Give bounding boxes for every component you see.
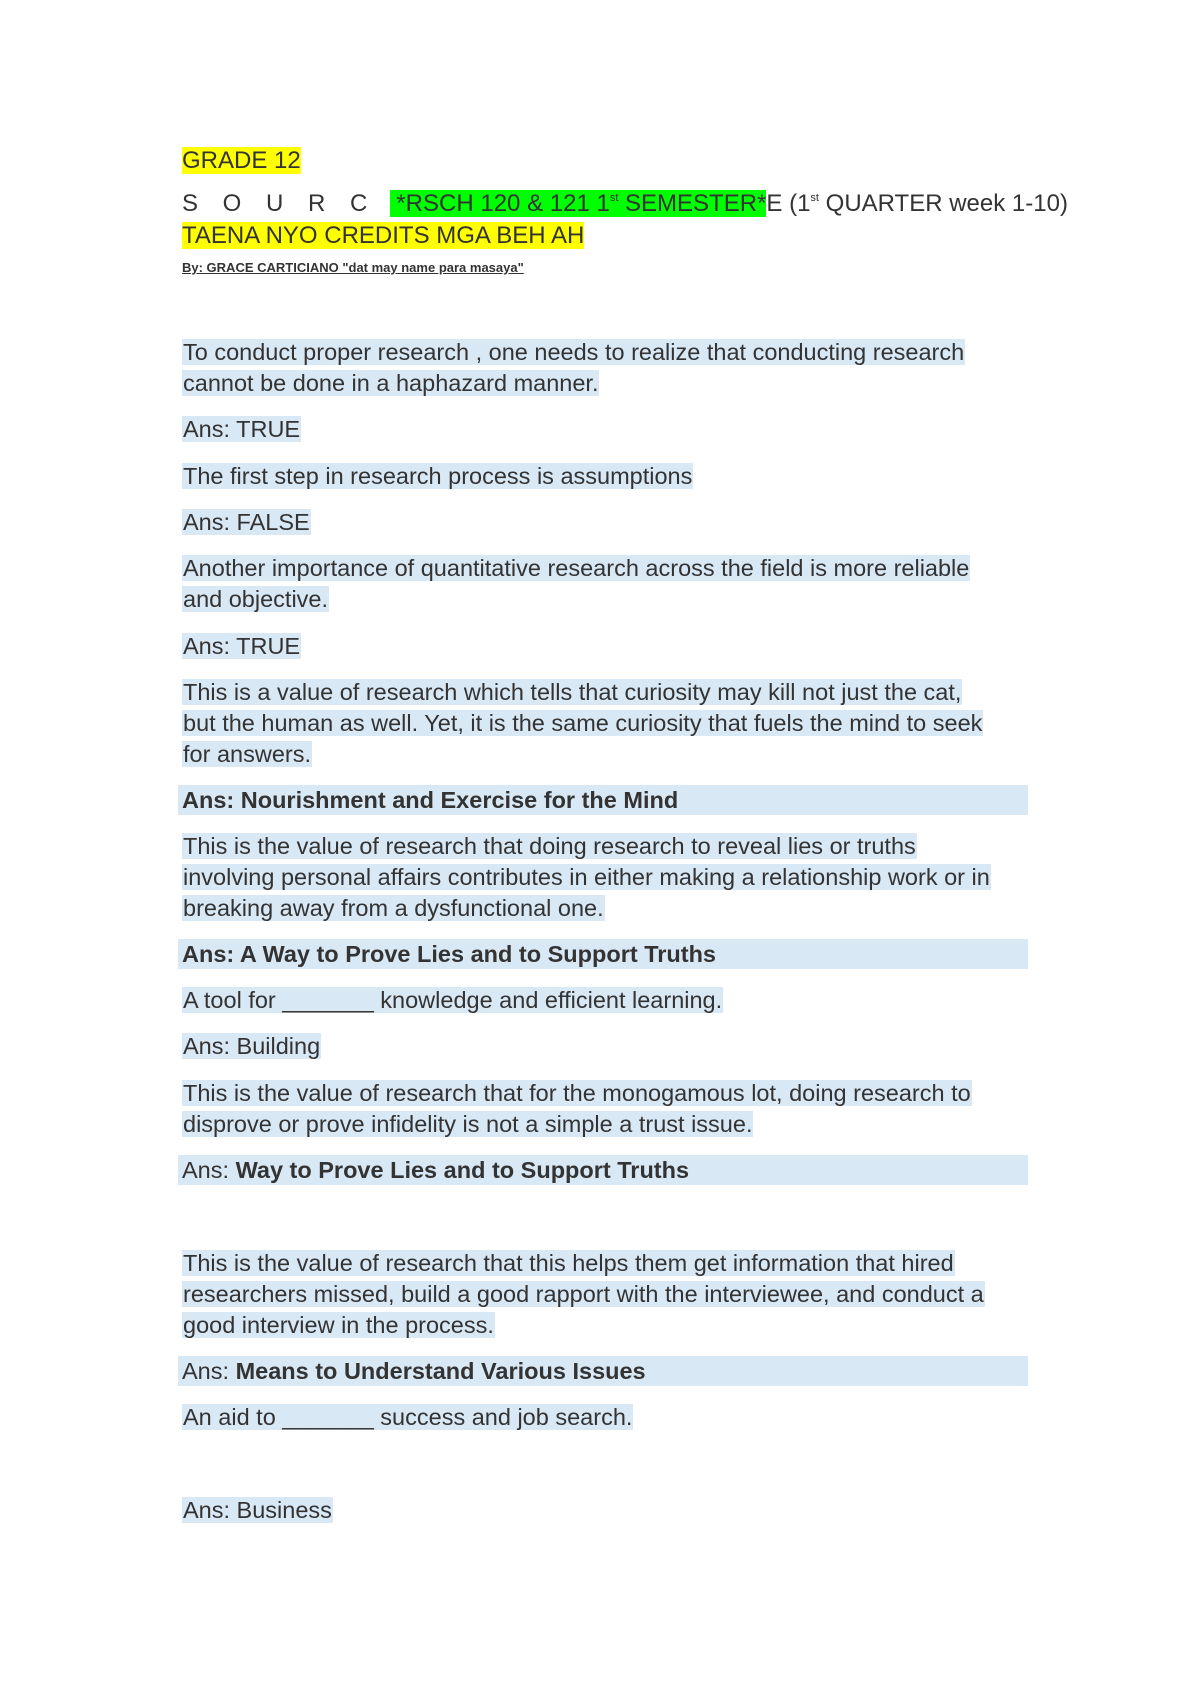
question-1 [182,337,965,399]
answer-7-prefix: Ans: [182,1157,236,1183]
answer-1 [182,414,301,445]
question-3-line-2: and objective. [183,586,329,612]
answer-8-prefix: Ans: [182,1358,236,1384]
question-1-line-1: To conduct proper research , one needs to realize that conducting research [183,339,965,365]
question-4-line-1: This is a value of research which tells that curiosity may kill not just the cat, [183,679,962,705]
answer-5 [178,939,1028,969]
answer-7-text: Way to Prove Lies and to Support Truths [235,1157,690,1183]
semester-highlight [390,190,766,217]
quarter-tail: QUARTER week 1-10) [818,190,1068,217]
question-1-line-2: cannot be done in a haphazard manner. [183,370,599,396]
semester-tail: SEMESTER* [618,190,767,217]
question-6-text: A tool for _______ knowledge and efficient learning. [183,987,723,1013]
answer-6-text: Ans: Building [183,1033,321,1059]
question-3-line-1: Another importance of quantitative research across the field is more reliable [183,555,970,581]
question-7-line-1: This is the value of research that for the monogamous lot, doing research to [183,1080,971,1106]
question-9-text: An aid to _______ success and job search. [183,1404,633,1430]
question-8-line-1: This is the value of research that this helps them get information that hired [183,1250,954,1276]
grade-heading [182,147,301,175]
credits-text: TAENA NYO CREDITS MGA BEH AH [182,222,585,249]
question-6 [182,985,723,1016]
source-title [182,190,1068,218]
answer-3-text: Ans: TRUE [183,633,301,659]
answer-3 [182,631,301,662]
byline: By: GRACE CARTICIANO "dat may name para masaya" [182,260,524,275]
question-4 [182,677,983,770]
question-8 [182,1248,985,1341]
quarter-sup: st [810,192,819,204]
answer-2-text: Ans: FALSE [183,509,310,535]
question-7-line-2: disprove or prove infidelity is not a simple a trust issue. [183,1111,753,1137]
credits-line [182,222,584,250]
question-3 [182,553,970,615]
answer-9 [182,1495,333,1526]
answer-1-text: Ans: TRUE [183,416,301,442]
question-5-line-1: This is the value of research that doing research to reveal lies or truths [183,833,916,859]
answer-4 [178,785,1028,815]
question-4-line-3: for answers. [183,741,311,767]
question-8-line-2: researchers missed, build a good rapport with the interviewee, and conduct a [183,1281,984,1307]
question-5-line-2: involving personal affairs contributes in either making a relationship work or in [183,864,990,890]
answer-8 [178,1356,1028,1386]
question-5-line-3: breaking away from a dysfunctional one. [183,895,604,921]
question-4-line-2: but the human as well. Yet, it is the same curiosity that fuels the mind to seek [183,710,983,736]
answer-2 [182,507,311,538]
question-7 [182,1078,972,1140]
question-5 [182,831,991,924]
grade-label: GRADE 12 [182,147,301,174]
semester-text: *RSCH 120 & 121 1 [396,190,610,217]
answer-4-text: Ans: Nourishment and Exercise for the Mind [182,787,679,813]
question-8-line-3: good interview in the process. [183,1312,494,1338]
question-9 [182,1402,633,1433]
answer-7 [178,1155,1028,1185]
source-suffix: E (1 [766,190,811,217]
question-2-text: The first step in research process is assumptions [183,463,693,489]
answer-5-text: Ans: A Way to Prove Lies and to Support Truths [182,941,717,967]
source-prefix: S O U R C [182,190,377,217]
answer-9-text: Ans: Business [183,1497,332,1523]
answer-8-text: Means to Understand Various Issues [235,1358,646,1384]
answer-6 [182,1031,321,1062]
semester-sup: st [609,192,619,204]
question-2 [182,461,693,492]
